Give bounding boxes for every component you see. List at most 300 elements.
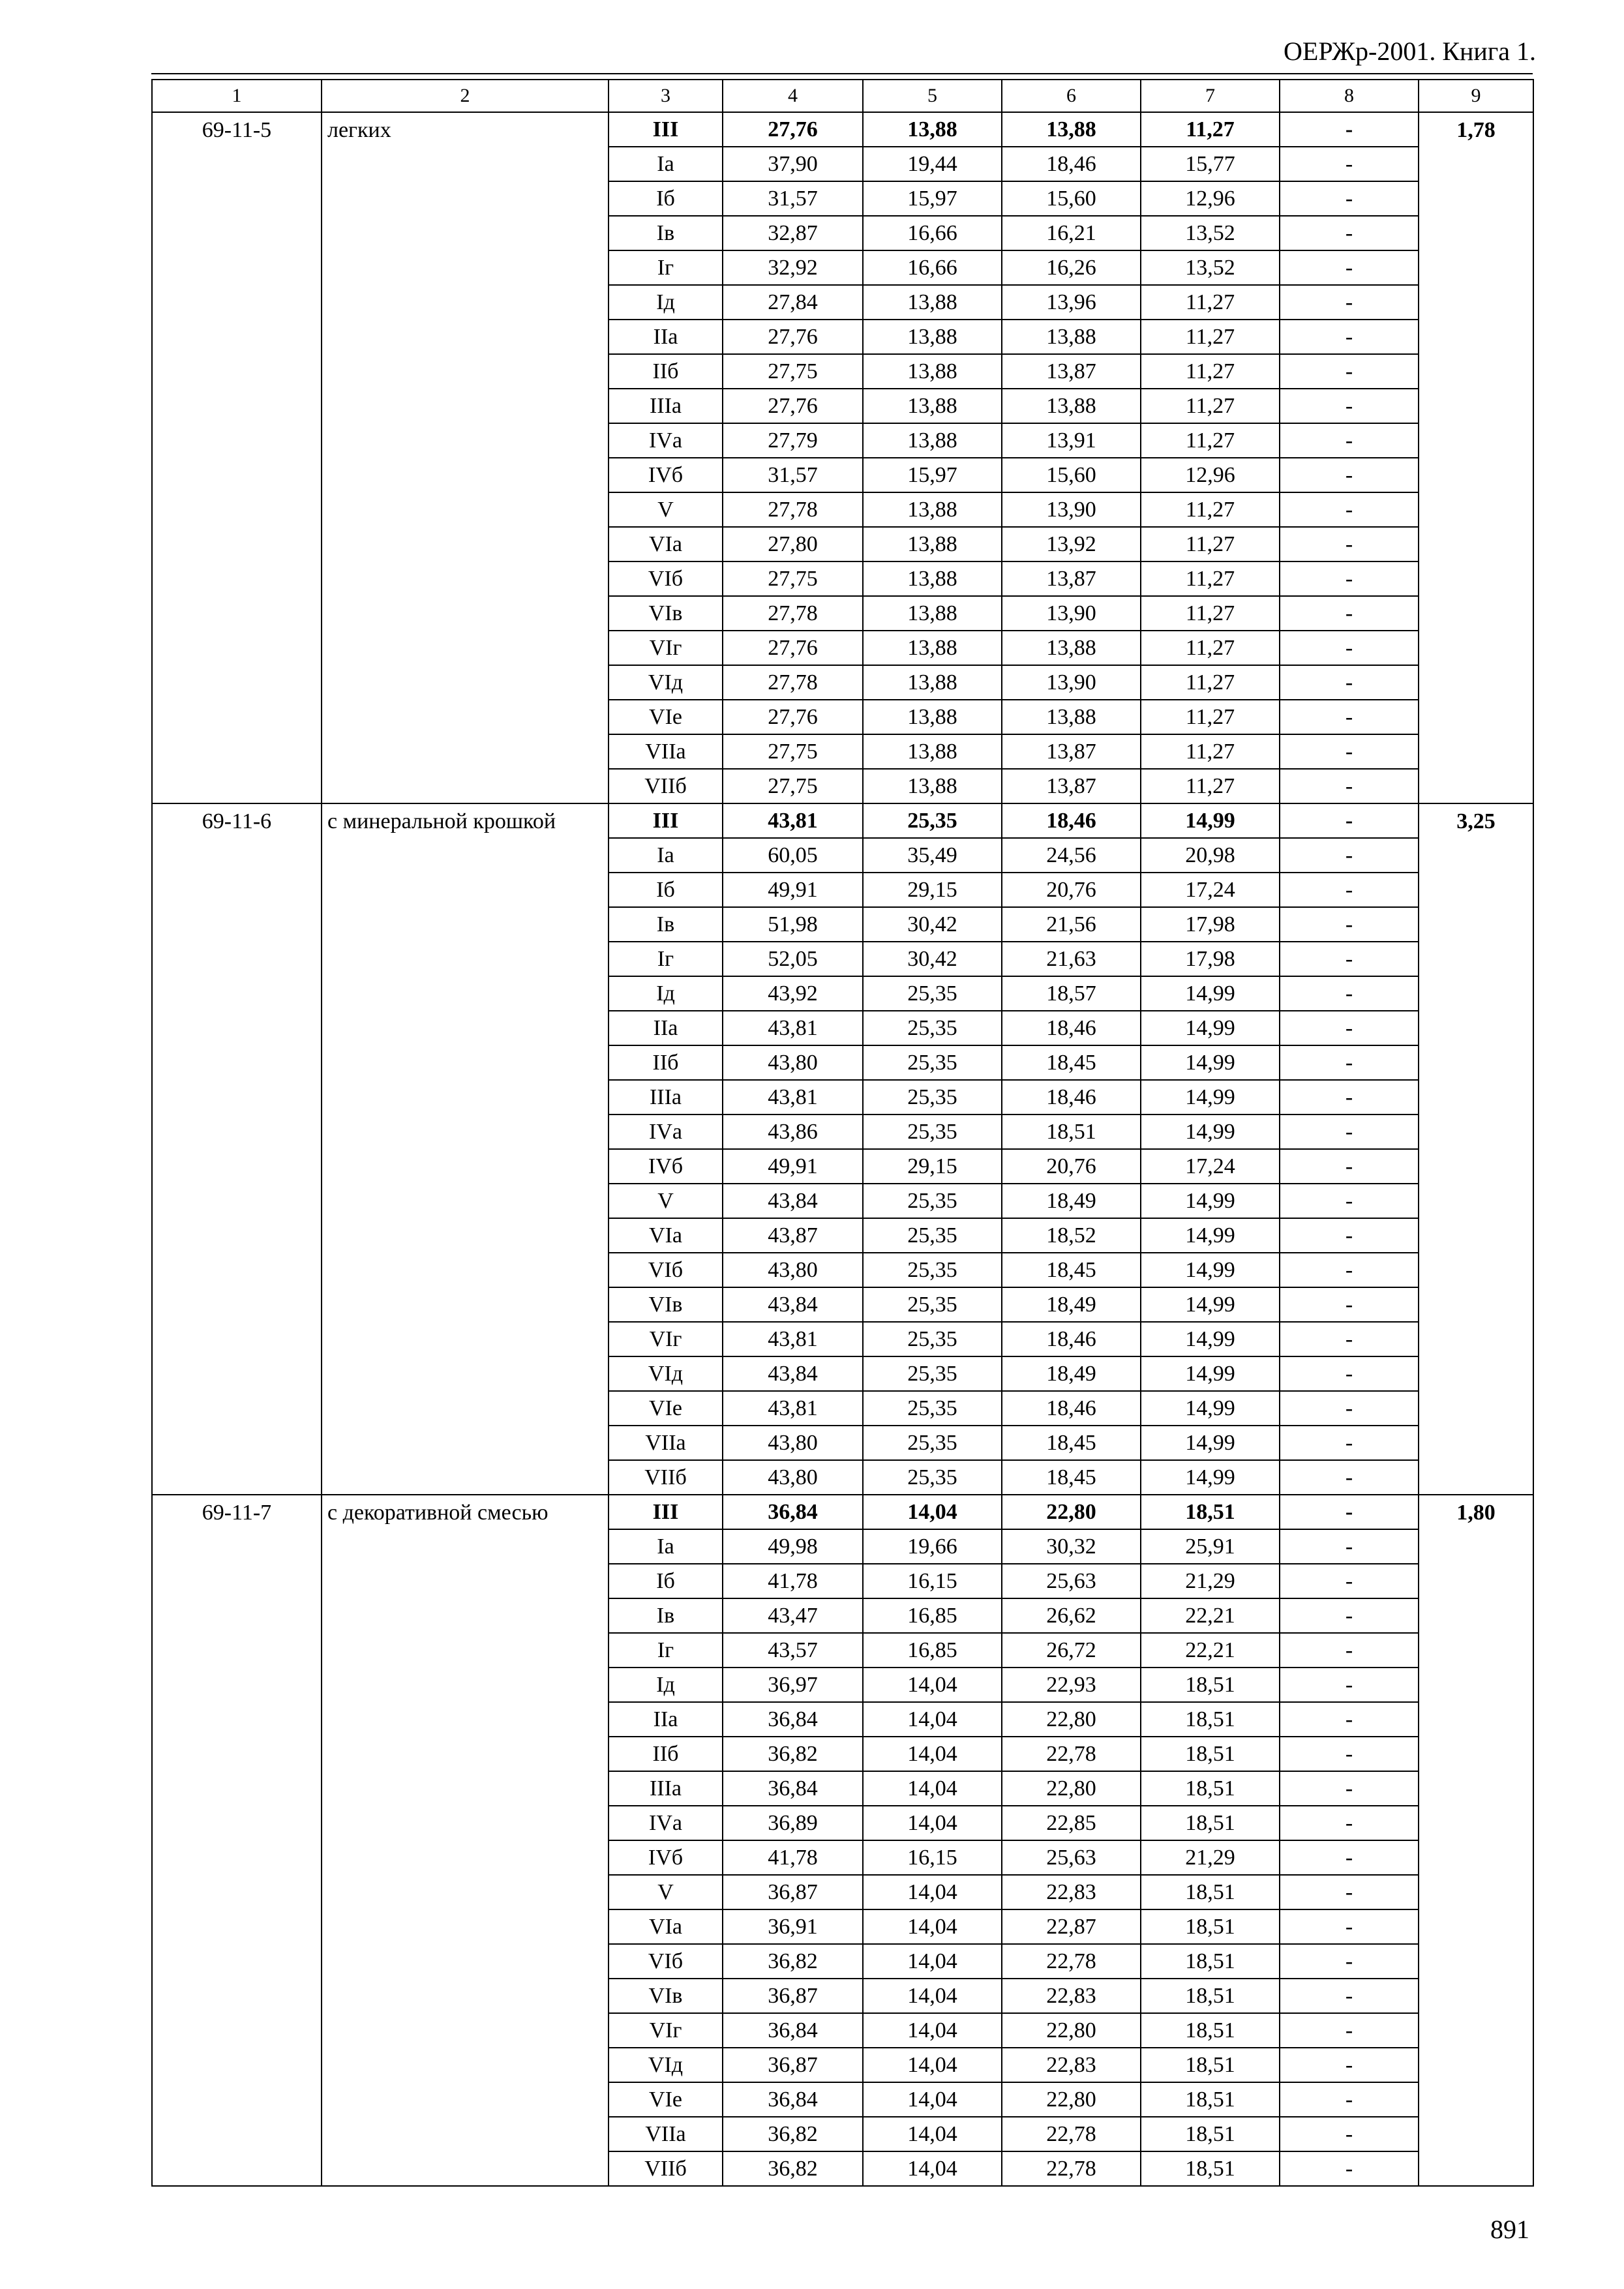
col7-cell: 14,99 — [1141, 1322, 1280, 1356]
col8-cell: - — [1280, 1737, 1419, 1771]
col7-cell: 18,51 — [1141, 1979, 1280, 2013]
col8-cell: - — [1280, 631, 1419, 665]
col8-cell: - — [1280, 1875, 1419, 1909]
region-class-cell: V — [609, 492, 723, 527]
col7-cell: 21,29 — [1141, 1564, 1280, 1598]
col7-cell: 12,96 — [1141, 181, 1280, 216]
col6-cell: 25,63 — [1002, 1840, 1141, 1875]
col4-cell: 32,87 — [723, 216, 863, 250]
region-class-cell: IIа — [609, 1011, 723, 1045]
col4-cell: 43,47 — [723, 1598, 863, 1633]
col4-cell: 27,75 — [723, 561, 863, 596]
col5-cell: 14,04 — [863, 1875, 1002, 1909]
col8-cell: - — [1280, 250, 1419, 285]
col5-cell: 15,97 — [863, 181, 1002, 216]
region-class-cell: VIб — [609, 1253, 723, 1287]
col5-cell: 16,85 — [863, 1633, 1002, 1668]
col4-cell: 27,75 — [723, 734, 863, 769]
col6-cell: 16,26 — [1002, 250, 1141, 285]
col7-cell: 11,27 — [1141, 700, 1280, 734]
col4-cell: 36,84 — [723, 1771, 863, 1806]
col6-cell: 22,78 — [1002, 2117, 1141, 2151]
col6-cell: 22,83 — [1002, 1875, 1141, 1909]
col8-cell: - — [1280, 665, 1419, 700]
col5-cell: 13,88 — [863, 665, 1002, 700]
col5-cell: 13,88 — [863, 561, 1002, 596]
col8-cell: - — [1280, 1840, 1419, 1875]
col7-cell: 18,51 — [1141, 1909, 1280, 1944]
col5-cell: 14,04 — [863, 2048, 1002, 2082]
col7-cell: 13,52 — [1141, 216, 1280, 250]
col5-cell: 14,04 — [863, 1702, 1002, 1737]
region-class-cell: VIа — [609, 1218, 723, 1253]
col8-cell: - — [1280, 492, 1419, 527]
col7-cell: 18,51 — [1141, 2048, 1280, 2082]
col8-cell: - — [1280, 285, 1419, 320]
col4-cell: 27,78 — [723, 492, 863, 527]
col4-cell: 36,87 — [723, 1979, 863, 2013]
region-class-cell: Iв — [609, 216, 723, 250]
col4-cell: 43,81 — [723, 803, 863, 838]
col8-cell: - — [1280, 873, 1419, 907]
col4-cell: 36,82 — [723, 1944, 863, 1979]
col6-cell: 13,96 — [1002, 285, 1141, 320]
col6-cell: 13,92 — [1002, 527, 1141, 561]
col8-cell: - — [1280, 1218, 1419, 1253]
col4-cell: 27,78 — [723, 665, 863, 700]
col4-cell: 31,57 — [723, 458, 863, 492]
col6-cell: 18,52 — [1002, 1218, 1141, 1253]
col8-cell: - — [1280, 1322, 1419, 1356]
col7-cell: 14,99 — [1141, 1460, 1280, 1495]
col4-cell: 27,75 — [723, 354, 863, 389]
col6-cell: 18,46 — [1002, 1391, 1141, 1426]
col8-cell: - — [1280, 1045, 1419, 1080]
col4-cell: 43,81 — [723, 1080, 863, 1115]
col5-cell: 15,97 — [863, 458, 1002, 492]
col4-cell: 27,78 — [723, 596, 863, 631]
col5-cell: 25,35 — [863, 1253, 1002, 1287]
col8-cell: - — [1280, 389, 1419, 423]
col7-cell: 14,99 — [1141, 1011, 1280, 1045]
region-class-cell: VIе — [609, 1391, 723, 1426]
region-class-cell: V — [609, 1184, 723, 1218]
col8-cell: - — [1280, 1287, 1419, 1322]
col6-cell: 24,56 — [1002, 838, 1141, 873]
col5-cell: 25,35 — [863, 1115, 1002, 1149]
col6-cell: 21,63 — [1002, 942, 1141, 976]
col7-cell: 11,27 — [1141, 492, 1280, 527]
region-class-cell: IVа — [609, 1806, 723, 1840]
item-name: с минеральной крошкой — [322, 803, 609, 1495]
col8-cell: - — [1280, 838, 1419, 873]
region-class-cell: IIб — [609, 1737, 723, 1771]
col4-cell: 27,80 — [723, 527, 863, 561]
region-class-cell: VIIа — [609, 734, 723, 769]
region-class-cell: III — [609, 1495, 723, 1529]
col8-cell: - — [1280, 1633, 1419, 1668]
col5-cell: 25,35 — [863, 976, 1002, 1011]
region-class-cell: Iг — [609, 250, 723, 285]
col7-cell: 14,99 — [1141, 1426, 1280, 1460]
col7-cell: 11,27 — [1141, 112, 1280, 147]
col8-cell: - — [1280, 1356, 1419, 1391]
col7-cell: 14,99 — [1141, 1287, 1280, 1322]
region-class-cell: IVб — [609, 458, 723, 492]
region-class-cell: Iв — [609, 1598, 723, 1633]
col6-cell: 22,83 — [1002, 2048, 1141, 2082]
column-number: 8 — [1280, 80, 1419, 112]
col4-cell: 36,97 — [723, 1668, 863, 1702]
column-number: 7 — [1141, 80, 1280, 112]
col5-cell: 13,88 — [863, 354, 1002, 389]
col5-cell: 13,88 — [863, 527, 1002, 561]
col7-cell: 18,51 — [1141, 1944, 1280, 1979]
region-class-cell: VIе — [609, 2082, 723, 2117]
region-class-cell: VIIб — [609, 2151, 723, 2186]
region-class-cell: IVа — [609, 1115, 723, 1149]
col6-cell: 21,56 — [1002, 907, 1141, 942]
col7-cell: 18,51 — [1141, 2082, 1280, 2117]
region-class-cell: VIIа — [609, 1426, 723, 1460]
col5-cell: 25,35 — [863, 1184, 1002, 1218]
col5-cell: 35,49 — [863, 838, 1002, 873]
col5-cell: 13,88 — [863, 492, 1002, 527]
col7-cell: 14,99 — [1141, 803, 1280, 838]
col4-cell: 41,78 — [723, 1840, 863, 1875]
col5-cell: 14,04 — [863, 1668, 1002, 1702]
region-class-cell: IVб — [609, 1840, 723, 1875]
col7-cell: 17,24 — [1141, 873, 1280, 907]
region-class-cell: VIIб — [609, 769, 723, 803]
col6-cell: 22,85 — [1002, 1806, 1141, 1840]
col8-cell: - — [1280, 1529, 1419, 1564]
col6-cell: 20,76 — [1002, 873, 1141, 907]
col4-cell: 27,79 — [723, 423, 863, 458]
col7-cell: 11,27 — [1141, 389, 1280, 423]
region-class-cell: VIв — [609, 596, 723, 631]
col5-cell: 16,85 — [863, 1598, 1002, 1633]
col6-cell: 13,88 — [1002, 389, 1141, 423]
col6-cell: 22,80 — [1002, 1495, 1141, 1529]
col8-cell: - — [1280, 1564, 1419, 1598]
header-rule — [151, 73, 1533, 74]
col9-cell: 3,25 — [1419, 803, 1533, 1495]
col6-cell: 13,87 — [1002, 734, 1141, 769]
region-class-cell: VIг — [609, 631, 723, 665]
region-class-cell: IIб — [609, 354, 723, 389]
column-number: 6 — [1002, 80, 1141, 112]
col5-cell: 19,44 — [863, 147, 1002, 181]
col6-cell: 22,80 — [1002, 1702, 1141, 1737]
col5-cell: 29,15 — [863, 1149, 1002, 1184]
col7-cell: 14,99 — [1141, 1115, 1280, 1149]
region-class-cell: VIд — [609, 665, 723, 700]
col8-cell: - — [1280, 1668, 1419, 1702]
col5-cell: 13,88 — [863, 320, 1002, 354]
region-class-cell: VIIа — [609, 2117, 723, 2151]
col6-cell: 13,88 — [1002, 700, 1141, 734]
col4-cell: 43,80 — [723, 1460, 863, 1495]
col6-cell: 18,46 — [1002, 1322, 1141, 1356]
region-class-cell: Iг — [609, 942, 723, 976]
region-class-cell: Iб — [609, 181, 723, 216]
col4-cell: 36,89 — [723, 1806, 863, 1840]
col8-cell: - — [1280, 1391, 1419, 1426]
col7-cell: 11,27 — [1141, 423, 1280, 458]
col7-cell: 11,27 — [1141, 320, 1280, 354]
col6-cell: 26,72 — [1002, 1633, 1141, 1668]
col4-cell: 27,84 — [723, 285, 863, 320]
region-class-cell: Iа — [609, 147, 723, 181]
col4-cell: 43,84 — [723, 1184, 863, 1218]
col8-cell: - — [1280, 112, 1419, 147]
col8-cell: - — [1280, 596, 1419, 631]
col6-cell: 18,46 — [1002, 1011, 1141, 1045]
price-table — [151, 79, 1534, 2187]
table-body — [152, 80, 1533, 2186]
col5-cell: 13,88 — [863, 389, 1002, 423]
col6-cell: 26,62 — [1002, 1598, 1141, 1633]
col5-cell: 25,35 — [863, 1391, 1002, 1426]
col7-cell: 13,52 — [1141, 250, 1280, 285]
col4-cell: 36,87 — [723, 1875, 863, 1909]
col9-cell: 1,80 — [1419, 1495, 1533, 2186]
region-class-cell: III — [609, 803, 723, 838]
col4-cell: 27,76 — [723, 389, 863, 423]
col4-cell: 32,92 — [723, 250, 863, 285]
col5-cell: 14,04 — [863, 1909, 1002, 1944]
col8-cell: - — [1280, 2151, 1419, 2186]
col5-cell: 16,15 — [863, 1564, 1002, 1598]
region-class-cell: Iв — [609, 907, 723, 942]
col4-cell: 51,98 — [723, 907, 863, 942]
col4-cell: 43,81 — [723, 1011, 863, 1045]
item-name: с декоративной смесью — [322, 1495, 609, 2186]
col4-cell: 49,98 — [723, 1529, 863, 1564]
col6-cell: 18,45 — [1002, 1253, 1141, 1287]
col7-cell: 17,24 — [1141, 1149, 1280, 1184]
page-number: 891 — [1490, 2215, 1529, 2244]
col5-cell: 30,42 — [863, 942, 1002, 976]
col5-cell: 25,35 — [863, 1426, 1002, 1460]
region-class-cell: VIб — [609, 561, 723, 596]
col5-cell: 13,88 — [863, 631, 1002, 665]
col6-cell: 13,90 — [1002, 596, 1141, 631]
col7-cell: 14,99 — [1141, 1218, 1280, 1253]
col7-cell: 11,27 — [1141, 354, 1280, 389]
region-class-cell: IVа — [609, 423, 723, 458]
col5-cell: 25,35 — [863, 1356, 1002, 1391]
col7-cell: 14,99 — [1141, 1253, 1280, 1287]
col7-cell: 11,27 — [1141, 527, 1280, 561]
col4-cell: 27,75 — [723, 769, 863, 803]
region-class-cell: Iд — [609, 285, 723, 320]
col4-cell: 43,92 — [723, 976, 863, 1011]
col5-cell: 25,35 — [863, 1460, 1002, 1495]
column-number-row — [152, 80, 1533, 112]
col8-cell: - — [1280, 907, 1419, 942]
region-class-cell: III — [609, 112, 723, 147]
col5-cell: 25,35 — [863, 1322, 1002, 1356]
col5-cell: 13,88 — [863, 596, 1002, 631]
col6-cell: 13,87 — [1002, 354, 1141, 389]
col7-cell: 11,27 — [1141, 285, 1280, 320]
region-class-cell: VIд — [609, 2048, 723, 2082]
col4-cell: 43,57 — [723, 1633, 863, 1668]
col8-cell: - — [1280, 423, 1419, 458]
col6-cell: 15,60 — [1002, 181, 1141, 216]
col5-cell: 14,04 — [863, 1771, 1002, 1806]
col7-cell: 22,21 — [1141, 1598, 1280, 1633]
col8-cell: - — [1280, 769, 1419, 803]
region-class-cell: IIIа — [609, 1771, 723, 1806]
col6-cell: 16,21 — [1002, 216, 1141, 250]
col6-cell: 13,87 — [1002, 769, 1141, 803]
col8-cell: - — [1280, 181, 1419, 216]
col6-cell: 22,80 — [1002, 2082, 1141, 2117]
col4-cell: 43,80 — [723, 1045, 863, 1080]
col6-cell: 18,57 — [1002, 976, 1141, 1011]
region-class-cell: VIг — [609, 2013, 723, 2048]
col5-cell: 25,35 — [863, 1287, 1002, 1322]
col8-cell: - — [1280, 1979, 1419, 2013]
col8-cell: - — [1280, 147, 1419, 181]
col8-cell: - — [1280, 216, 1419, 250]
col8-cell: - — [1280, 1011, 1419, 1045]
col8-cell: - — [1280, 561, 1419, 596]
col5-cell: 16,15 — [863, 1840, 1002, 1875]
col6-cell: 22,83 — [1002, 1979, 1141, 2013]
region-class-cell: Iд — [609, 1668, 723, 1702]
col7-cell: 11,27 — [1141, 596, 1280, 631]
col7-cell: 15,77 — [1141, 147, 1280, 181]
column-number: 4 — [723, 80, 863, 112]
col8-cell: - — [1280, 1909, 1419, 1944]
col6-cell: 13,88 — [1002, 320, 1141, 354]
col4-cell: 43,86 — [723, 1115, 863, 1149]
col5-cell: 13,88 — [863, 700, 1002, 734]
item-code: 69-11-7 — [152, 1495, 322, 2186]
col5-cell: 25,35 — [863, 1080, 1002, 1115]
col5-cell: 25,35 — [863, 1011, 1002, 1045]
col6-cell: 18,51 — [1002, 1115, 1141, 1149]
col7-cell: 18,51 — [1141, 1737, 1280, 1771]
col5-cell: 14,04 — [863, 2082, 1002, 2117]
col7-cell: 12,96 — [1141, 458, 1280, 492]
col4-cell: 27,76 — [723, 700, 863, 734]
col4-cell: 36,82 — [723, 2151, 863, 2186]
col5-cell: 13,88 — [863, 734, 1002, 769]
column-number: 9 — [1419, 80, 1533, 112]
col5-cell: 13,88 — [863, 423, 1002, 458]
col7-cell: 14,99 — [1141, 1045, 1280, 1080]
col8-cell: - — [1280, 803, 1419, 838]
col6-cell: 22,80 — [1002, 1771, 1141, 1806]
col7-cell: 21,29 — [1141, 1840, 1280, 1875]
col8-cell: - — [1280, 1771, 1419, 1806]
col4-cell: 31,57 — [723, 181, 863, 216]
col7-cell: 14,99 — [1141, 1391, 1280, 1426]
col7-cell: 18,51 — [1141, 2151, 1280, 2186]
col6-cell: 22,78 — [1002, 1944, 1141, 1979]
col5-cell: 14,04 — [863, 2117, 1002, 2151]
table-row — [152, 112, 1533, 147]
col7-cell: 14,99 — [1141, 1080, 1280, 1115]
col5-cell: 14,04 — [863, 2151, 1002, 2186]
col8-cell: - — [1280, 1115, 1419, 1149]
col6-cell: 13,88 — [1002, 631, 1141, 665]
col8-cell: - — [1280, 458, 1419, 492]
col6-cell: 13,90 — [1002, 665, 1141, 700]
col6-cell: 22,80 — [1002, 2013, 1141, 2048]
col7-cell: 11,27 — [1141, 665, 1280, 700]
region-class-cell: V — [609, 1875, 723, 1909]
col6-cell: 15,60 — [1002, 458, 1141, 492]
col6-cell: 30,32 — [1002, 1529, 1141, 1564]
col4-cell: 27,76 — [723, 631, 863, 665]
col5-cell: 14,04 — [863, 2013, 1002, 2048]
region-class-cell: IIIа — [609, 1080, 723, 1115]
region-class-cell: VIв — [609, 1979, 723, 2013]
col7-cell: 18,51 — [1141, 1702, 1280, 1737]
col8-cell: - — [1280, 1184, 1419, 1218]
col8-cell: - — [1280, 1495, 1419, 1529]
region-class-cell: VIв — [609, 1287, 723, 1322]
column-number: 1 — [152, 80, 322, 112]
col7-cell: 18,51 — [1141, 1806, 1280, 1840]
col6-cell: 25,63 — [1002, 1564, 1141, 1598]
region-class-cell: IIа — [609, 1702, 723, 1737]
col6-cell: 13,91 — [1002, 423, 1141, 458]
col7-cell: 14,99 — [1141, 1356, 1280, 1391]
col5-cell: 25,35 — [863, 1045, 1002, 1080]
col5-cell: 14,04 — [863, 1979, 1002, 2013]
col4-cell: 43,84 — [723, 1356, 863, 1391]
col7-cell: 18,51 — [1141, 2117, 1280, 2151]
col4-cell: 36,84 — [723, 2082, 863, 2117]
col5-cell: 16,66 — [863, 216, 1002, 250]
col6-cell: 22,87 — [1002, 1909, 1141, 1944]
col6-cell: 18,46 — [1002, 1080, 1141, 1115]
col8-cell: - — [1280, 1806, 1419, 1840]
col7-cell: 18,51 — [1141, 2013, 1280, 2048]
col8-cell: - — [1280, 1080, 1419, 1115]
col4-cell: 27,76 — [723, 320, 863, 354]
col4-cell: 43,80 — [723, 1253, 863, 1287]
col8-cell: - — [1280, 2048, 1419, 2082]
col4-cell: 41,78 — [723, 1564, 863, 1598]
col7-cell: 22,21 — [1141, 1633, 1280, 1668]
col4-cell: 43,81 — [723, 1391, 863, 1426]
col8-cell: - — [1280, 527, 1419, 561]
col7-cell: 11,27 — [1141, 631, 1280, 665]
col7-cell: 18,51 — [1141, 1668, 1280, 1702]
col6-cell: 13,90 — [1002, 492, 1141, 527]
col4-cell: 49,91 — [723, 873, 863, 907]
col6-cell: 22,93 — [1002, 1668, 1141, 1702]
col4-cell: 37,90 — [723, 147, 863, 181]
col6-cell: 18,49 — [1002, 1356, 1141, 1391]
col6-cell: 22,78 — [1002, 2151, 1141, 2186]
col4-cell: 49,91 — [723, 1149, 863, 1184]
region-class-cell: VIе — [609, 700, 723, 734]
region-class-cell: VIб — [609, 1944, 723, 1979]
col5-cell: 25,35 — [863, 803, 1002, 838]
col8-cell: - — [1280, 2013, 1419, 2048]
col7-cell: 17,98 — [1141, 907, 1280, 942]
col5-cell: 25,35 — [863, 1218, 1002, 1253]
